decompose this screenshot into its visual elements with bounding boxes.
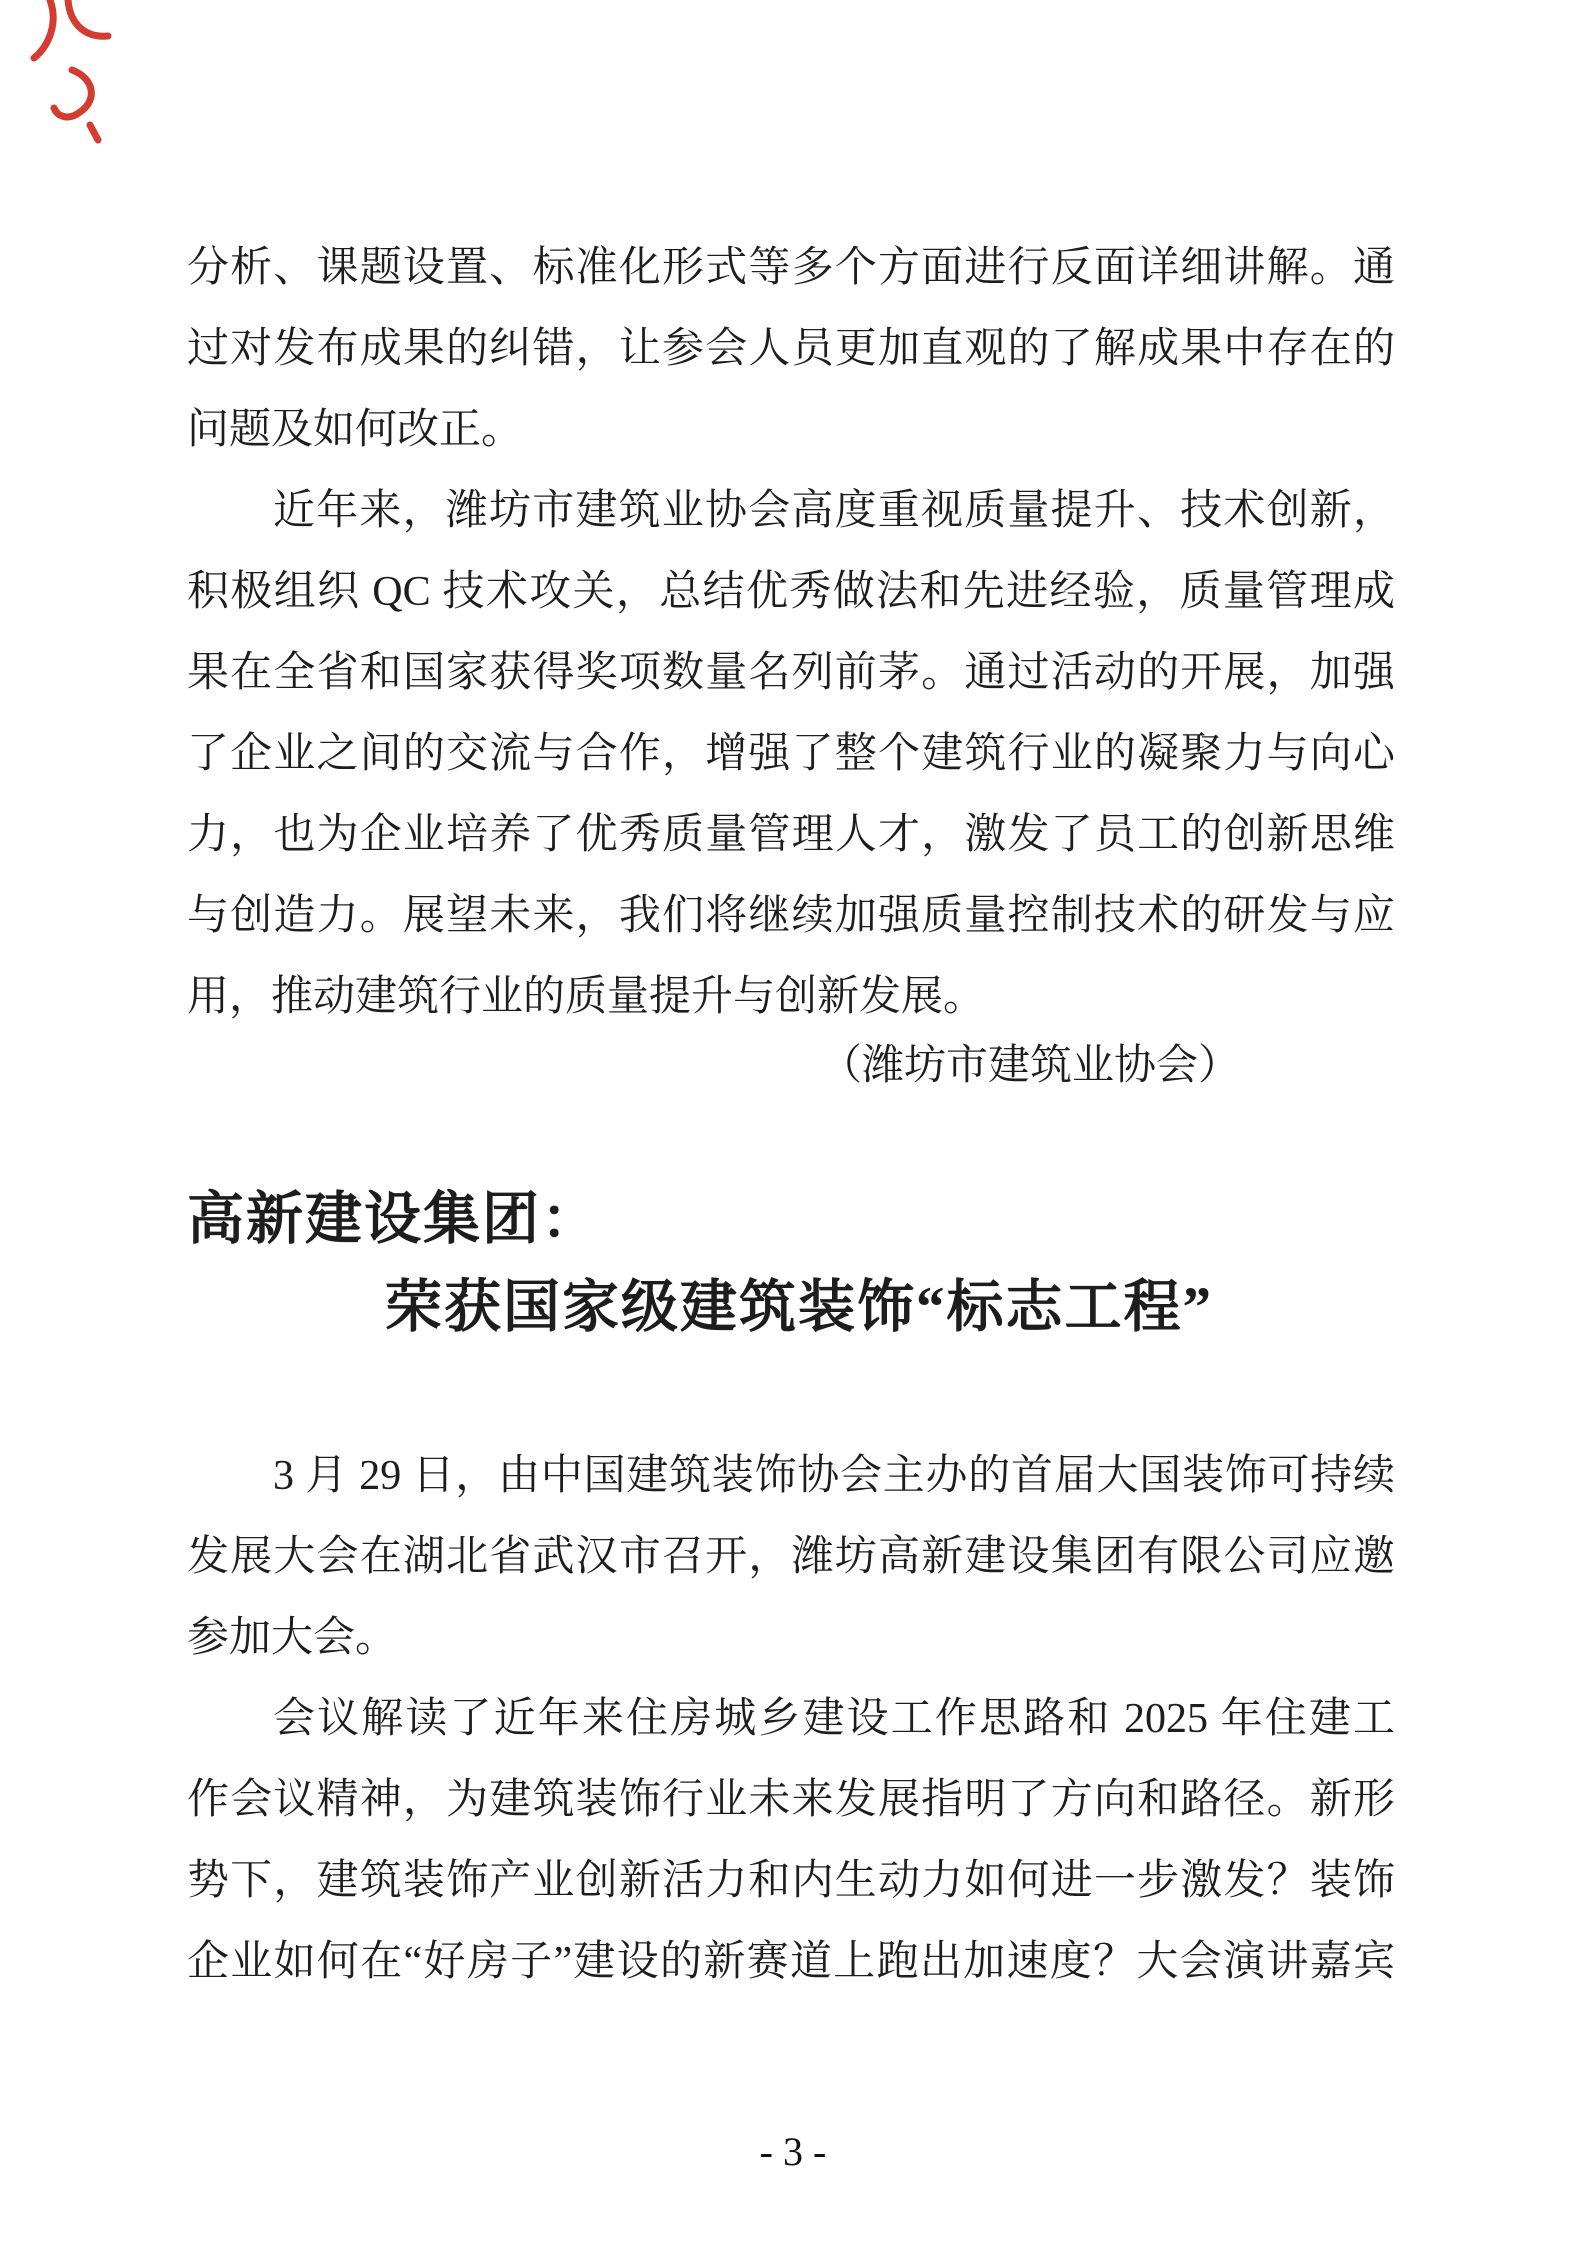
gaoxin-article-paragraph-2 — [187, 1679, 1395, 2003]
attribution-text: （潍坊市建筑业协会） — [819, 1043, 1240, 1089]
body-text-line: 过对发布成果的纠错，让参会人员更加直观的了解成果中存在的 — [187, 326, 1395, 372]
body-text-line: 作会议精神，为建筑装饰行业未来发展指明了方向和路径。新形 — [187, 1777, 1395, 1823]
body-text-line: 积极组织 QC 技术攻关，总结优秀做法和先进经验，质量管理成 — [187, 569, 1395, 615]
body-text-line: 发展大会在湖北省武汉市召开，潍坊高新建设集团有限公司应邀 — [187, 1534, 1395, 1580]
body-text-line: 果在全省和国家获得奖项数量名列前茅。通过活动的开展，加强 — [187, 650, 1395, 696]
qc-article-continuation-paragraph — [187, 228, 1395, 471]
body-text-line: 3 月 29 日，由中国建筑装饰协会主办的首届大国装饰可持续 — [273, 1453, 1395, 1499]
article-headline — [187, 1176, 1395, 1352]
body-text-line: 与创造力。展望未来，我们将继续加强质量控制技术的研发与应 — [187, 893, 1395, 939]
headline-line-2: 荣获国家级建筑装饰“标志工程” — [385, 1276, 1213, 1339]
page-number: - 3 - — [759, 2129, 827, 2174]
gaoxin-article-paragraph-1 — [187, 1436, 1395, 1679]
body-text-line: 问题及如何改正。 — [187, 407, 524, 453]
body-text-line: 用，推动建筑行业的质量提升与创新发展。 — [187, 974, 986, 1020]
qc-article-summary-paragraph — [187, 471, 1395, 1038]
body-text-line: 分析、课题设置、标准化形式等多个方面进行反面详细讲解。通 — [187, 245, 1395, 291]
body-text-line: 了企业之间的交流与合作，增强了整个建筑行业的凝聚力与向心 — [187, 731, 1395, 777]
body-text-line: 企业如何在“好房子”建设的新赛道上跑出加速度？大会演讲嘉宾 — [187, 1939, 1395, 1985]
body-text-line: 近年来，潍坊市建筑业协会高度重视质量提升、技术创新， — [273, 488, 1395, 534]
article-attribution — [187, 1026, 1395, 1107]
body-text-line: 会议解读了近年来住房城乡建设工作思路和 2025 年住建工 — [273, 1696, 1395, 1742]
red-pen-annotation-icon — [20, 0, 140, 150]
headline-line-1: 高新建设集团： — [187, 1188, 600, 1251]
body-text-line: 参加大会。 — [187, 1615, 398, 1661]
body-text-line: 势下，建筑装饰产业创新活力和内生动力如何进一步激发？装饰 — [187, 1858, 1395, 1904]
body-text-line: 力，也为企业培养了优秀质量管理人才，激发了员工的创新思维 — [187, 812, 1395, 858]
